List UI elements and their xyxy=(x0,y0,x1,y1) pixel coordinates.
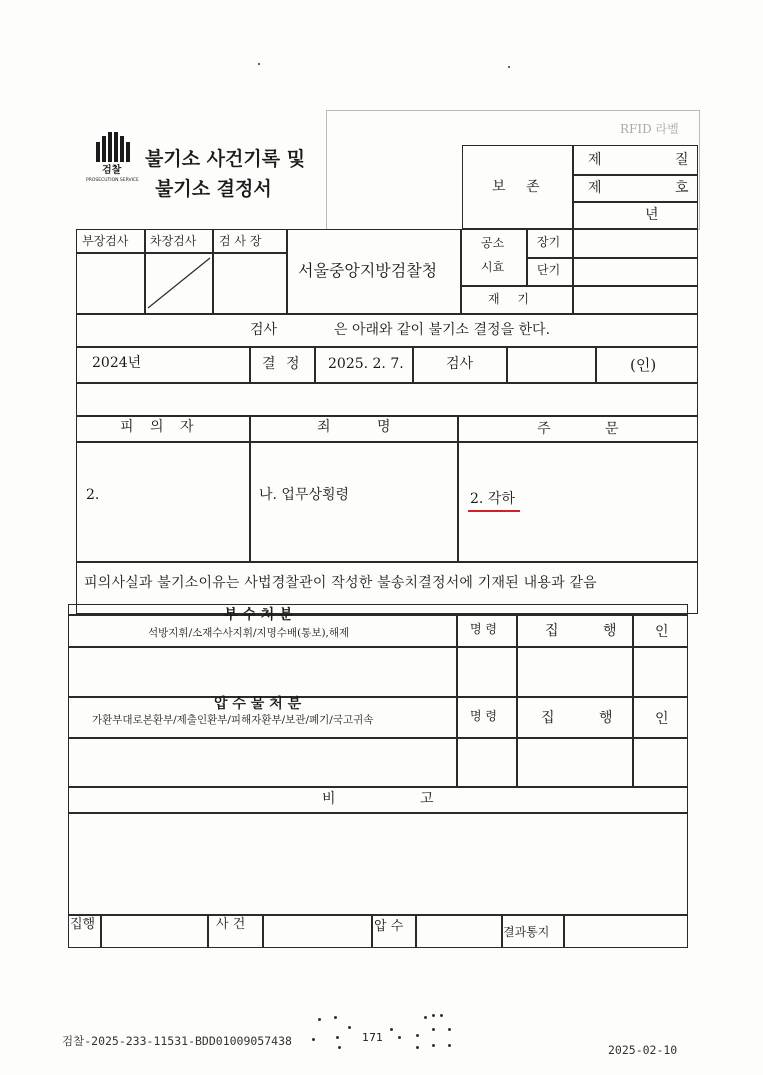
decision-label: 결 정 xyxy=(262,356,300,372)
seized-title: 압 수 물 처 분 xyxy=(214,696,302,712)
preservation-row1-right: 질 xyxy=(675,152,689,168)
decision-prosecutor-label: 검사 xyxy=(446,356,474,372)
lower-form-border xyxy=(68,604,688,948)
remarks-title: 비 고 xyxy=(322,791,434,807)
approval-label-deputy-chief: 차장검사 xyxy=(150,234,197,248)
scan-speck xyxy=(508,66,510,68)
footer-seizure-label: 압 수 xyxy=(374,919,404,934)
statute-long-term: 장기 xyxy=(537,235,561,249)
page-title-line2: 불기소 결정서 xyxy=(155,178,272,200)
approval-label-division-chief: 부장검사 xyxy=(82,234,129,248)
footer-case-label: 사 건 xyxy=(216,917,246,932)
rfid-label-text: RFID 라벨 xyxy=(620,122,679,136)
statute-label-2: 시효 xyxy=(481,260,505,274)
ancillary-order-label: 명 령 xyxy=(470,622,497,636)
decision-intro-text: 은 아래와 같이 불기소 결정을 한다. xyxy=(334,322,551,338)
col-header-charge: 죄 명 xyxy=(317,419,391,435)
seized-exec-label: 집 행 xyxy=(541,710,613,726)
ancillary-subtitle: 석방지휘/소재수사지휘/지명수배(통보),해제 xyxy=(148,627,350,639)
logo-subtext: PROSECUTION SERVICE xyxy=(86,178,139,183)
print-date: 2025-02-10 xyxy=(608,1043,678,1057)
col-header-suspect: 피 의 자 xyxy=(120,419,194,435)
page-mark: 171 xyxy=(362,1031,383,1044)
dot-stamp-mark xyxy=(312,1012,462,1052)
approval-label-chief-prosecutor: 검 사 장 xyxy=(219,234,262,248)
scan-speck xyxy=(258,63,260,65)
footer-result-label: 결과통지 xyxy=(503,925,550,939)
ancillary-title: 부 수 처 분 xyxy=(224,607,293,623)
statute-label-1: 공소 xyxy=(481,236,505,250)
order-underline xyxy=(468,510,520,512)
page-title-line1: 불기소 사건기록 및 xyxy=(145,148,306,170)
preservation-row2-left: 제 xyxy=(588,180,602,196)
office-name: 서울중앙지방검찰청 xyxy=(298,261,438,280)
col-header-order: 주 문 xyxy=(537,421,619,437)
seized-seal-label: 인 xyxy=(655,711,669,727)
decision-year: 2024년 xyxy=(92,355,142,371)
void-slash-mark xyxy=(144,252,214,314)
charge-entry: 나. 업무상횡령 xyxy=(259,487,350,503)
preservation-label: 보 존 xyxy=(492,179,540,195)
decision-intro-prefix: 검사 xyxy=(250,322,278,338)
seized-subtitle: 가환부대로본환부/제출인환부/피해자환부/보관/폐기/국고귀속 xyxy=(92,714,374,726)
footer-exec-label: 집행 xyxy=(70,917,96,932)
preservation-row2-right: 호 xyxy=(675,180,689,196)
logo-bars-icon xyxy=(96,132,132,162)
retrial-label: 재 기 xyxy=(488,292,529,306)
seized-order-label: 명 령 xyxy=(470,709,497,723)
prosecution-logo xyxy=(88,132,138,187)
preservation-row1-left: 제 xyxy=(588,152,602,168)
logo-text: 검찰 xyxy=(102,165,122,176)
ancillary-exec-label: 집 행 xyxy=(545,623,617,639)
decision-date: 2025. 2. 7. xyxy=(328,356,404,372)
document-id: 검찰-2025-233-11531-BDD01009057438 xyxy=(62,1034,292,1048)
ancillary-seal-label: 인 xyxy=(655,624,669,640)
preservation-row3-right: 년 xyxy=(645,207,659,223)
statute-short-term: 단기 xyxy=(537,263,561,277)
decision-seal: (인) xyxy=(630,356,657,374)
order-entry: 2. 각하 xyxy=(470,491,515,507)
suspect-entry: 2. xyxy=(86,487,100,503)
dismissal-reason: 피의사실과 불기소이유는 사법경찰관이 작성한 불송치결정서에 기재된 내용과 같음 xyxy=(84,575,597,591)
